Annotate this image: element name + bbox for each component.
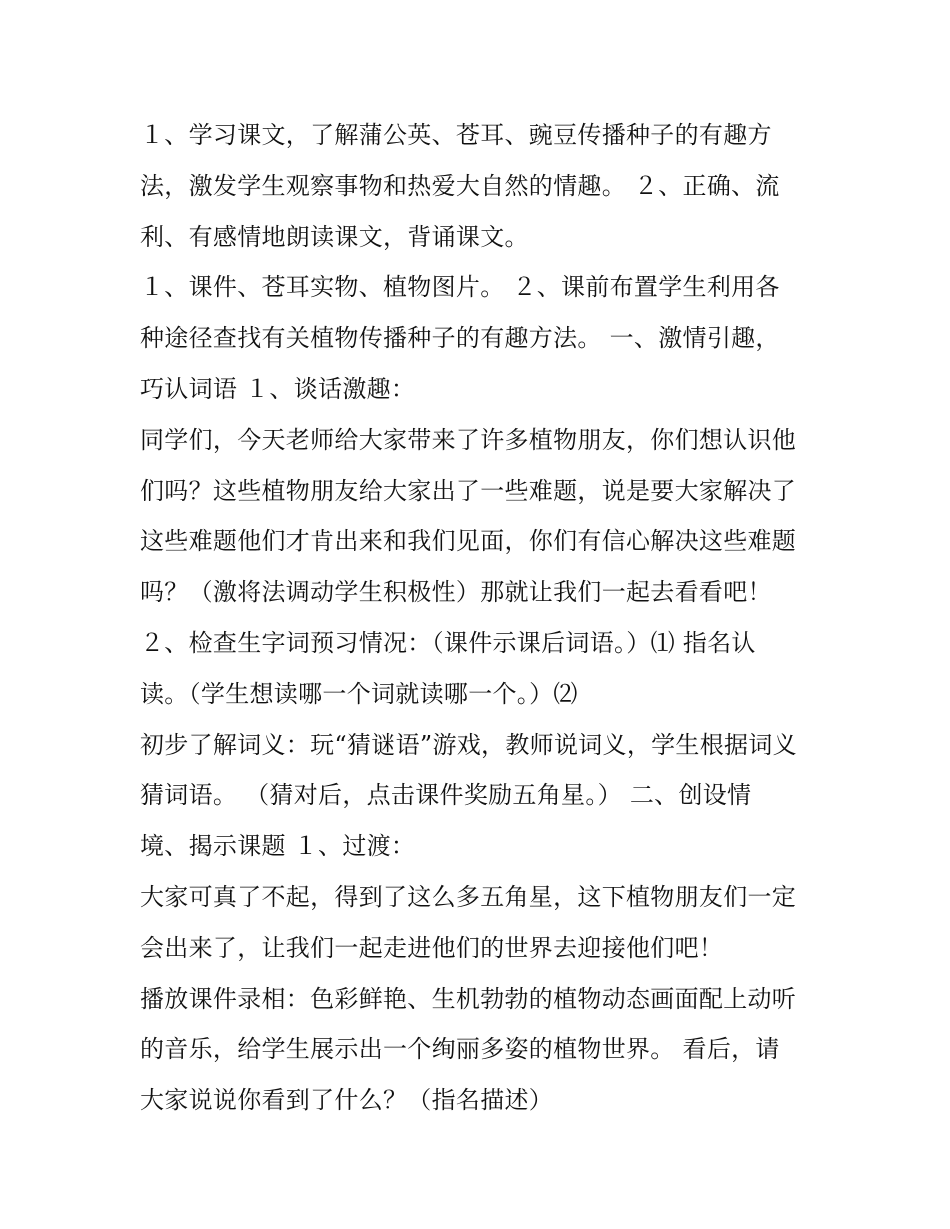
text-line: 猜词语。 （猜对后，点击课件奖励五角星。） 二、创设情 <box>140 781 752 810</box>
text-line: 会出来了，让我们一起走进他们的世界去迎接他们吧！ <box>140 933 724 962</box>
text-line: 这些难题他们才肯出来和我们见面，你们有信心解决这些难题 <box>140 527 797 556</box>
text-line: 读。（学生想读哪一个词就读哪一个。）⑵ <box>140 679 578 708</box>
text-line: 初步了解词义：玩“猜谜语”游戏，教师说词义，学生根据词义 <box>140 730 797 759</box>
text-line: 同学们，今天老师给大家带来了许多植物朋友，你们想认识他 <box>140 425 797 454</box>
text-line: 巧认词语 １、谈话激趣： <box>140 374 416 403</box>
text-line: 法，激发学生观察事物和热爱大自然的情趣。 ２、正确、流 <box>140 171 780 200</box>
text-line: １、学习课文，了解蒲公英、苍耳、豌豆传播种子的有趣方 <box>140 121 772 149</box>
text-line: 利、有感情地朗读课文，背诵课文。 <box>140 222 529 251</box>
text-line: 境、揭示课题 １、过渡： <box>140 832 416 861</box>
lesson-plan-text <box>140 110 830 1126</box>
text-line: 吗？（激将法调动学生积极性）那就让我们一起去看看吧！ <box>140 578 772 607</box>
text-line: 的音乐，给学生展示出一个绚丽多姿的植物世界。 看后，请 <box>140 1035 780 1064</box>
text-line: 种途径查找有关植物传播种子的有趣方法。 一、激情引趣， <box>140 324 780 353</box>
text-line: 们吗？这些植物朋友给大家出了一些难题，说是要大家解决了 <box>140 476 797 505</box>
text-line: 播放课件录相：色彩鲜艳、生机勃勃的植物动态画面配上动听 <box>140 984 797 1013</box>
text-line: 大家可真了不起，得到了这么多五角星，这下植物朋友们一定 <box>140 882 797 911</box>
text-line: 大家说说你看到了什么？（指名描述） <box>140 1086 554 1115</box>
text-line: ２、检查生字词预习情况：（课件示课后词语。）⑴ 指名认 <box>140 628 756 657</box>
text-line: １、课件、苍耳实物、植物图片。 ２、课前布置学生利用各 <box>140 273 780 302</box>
